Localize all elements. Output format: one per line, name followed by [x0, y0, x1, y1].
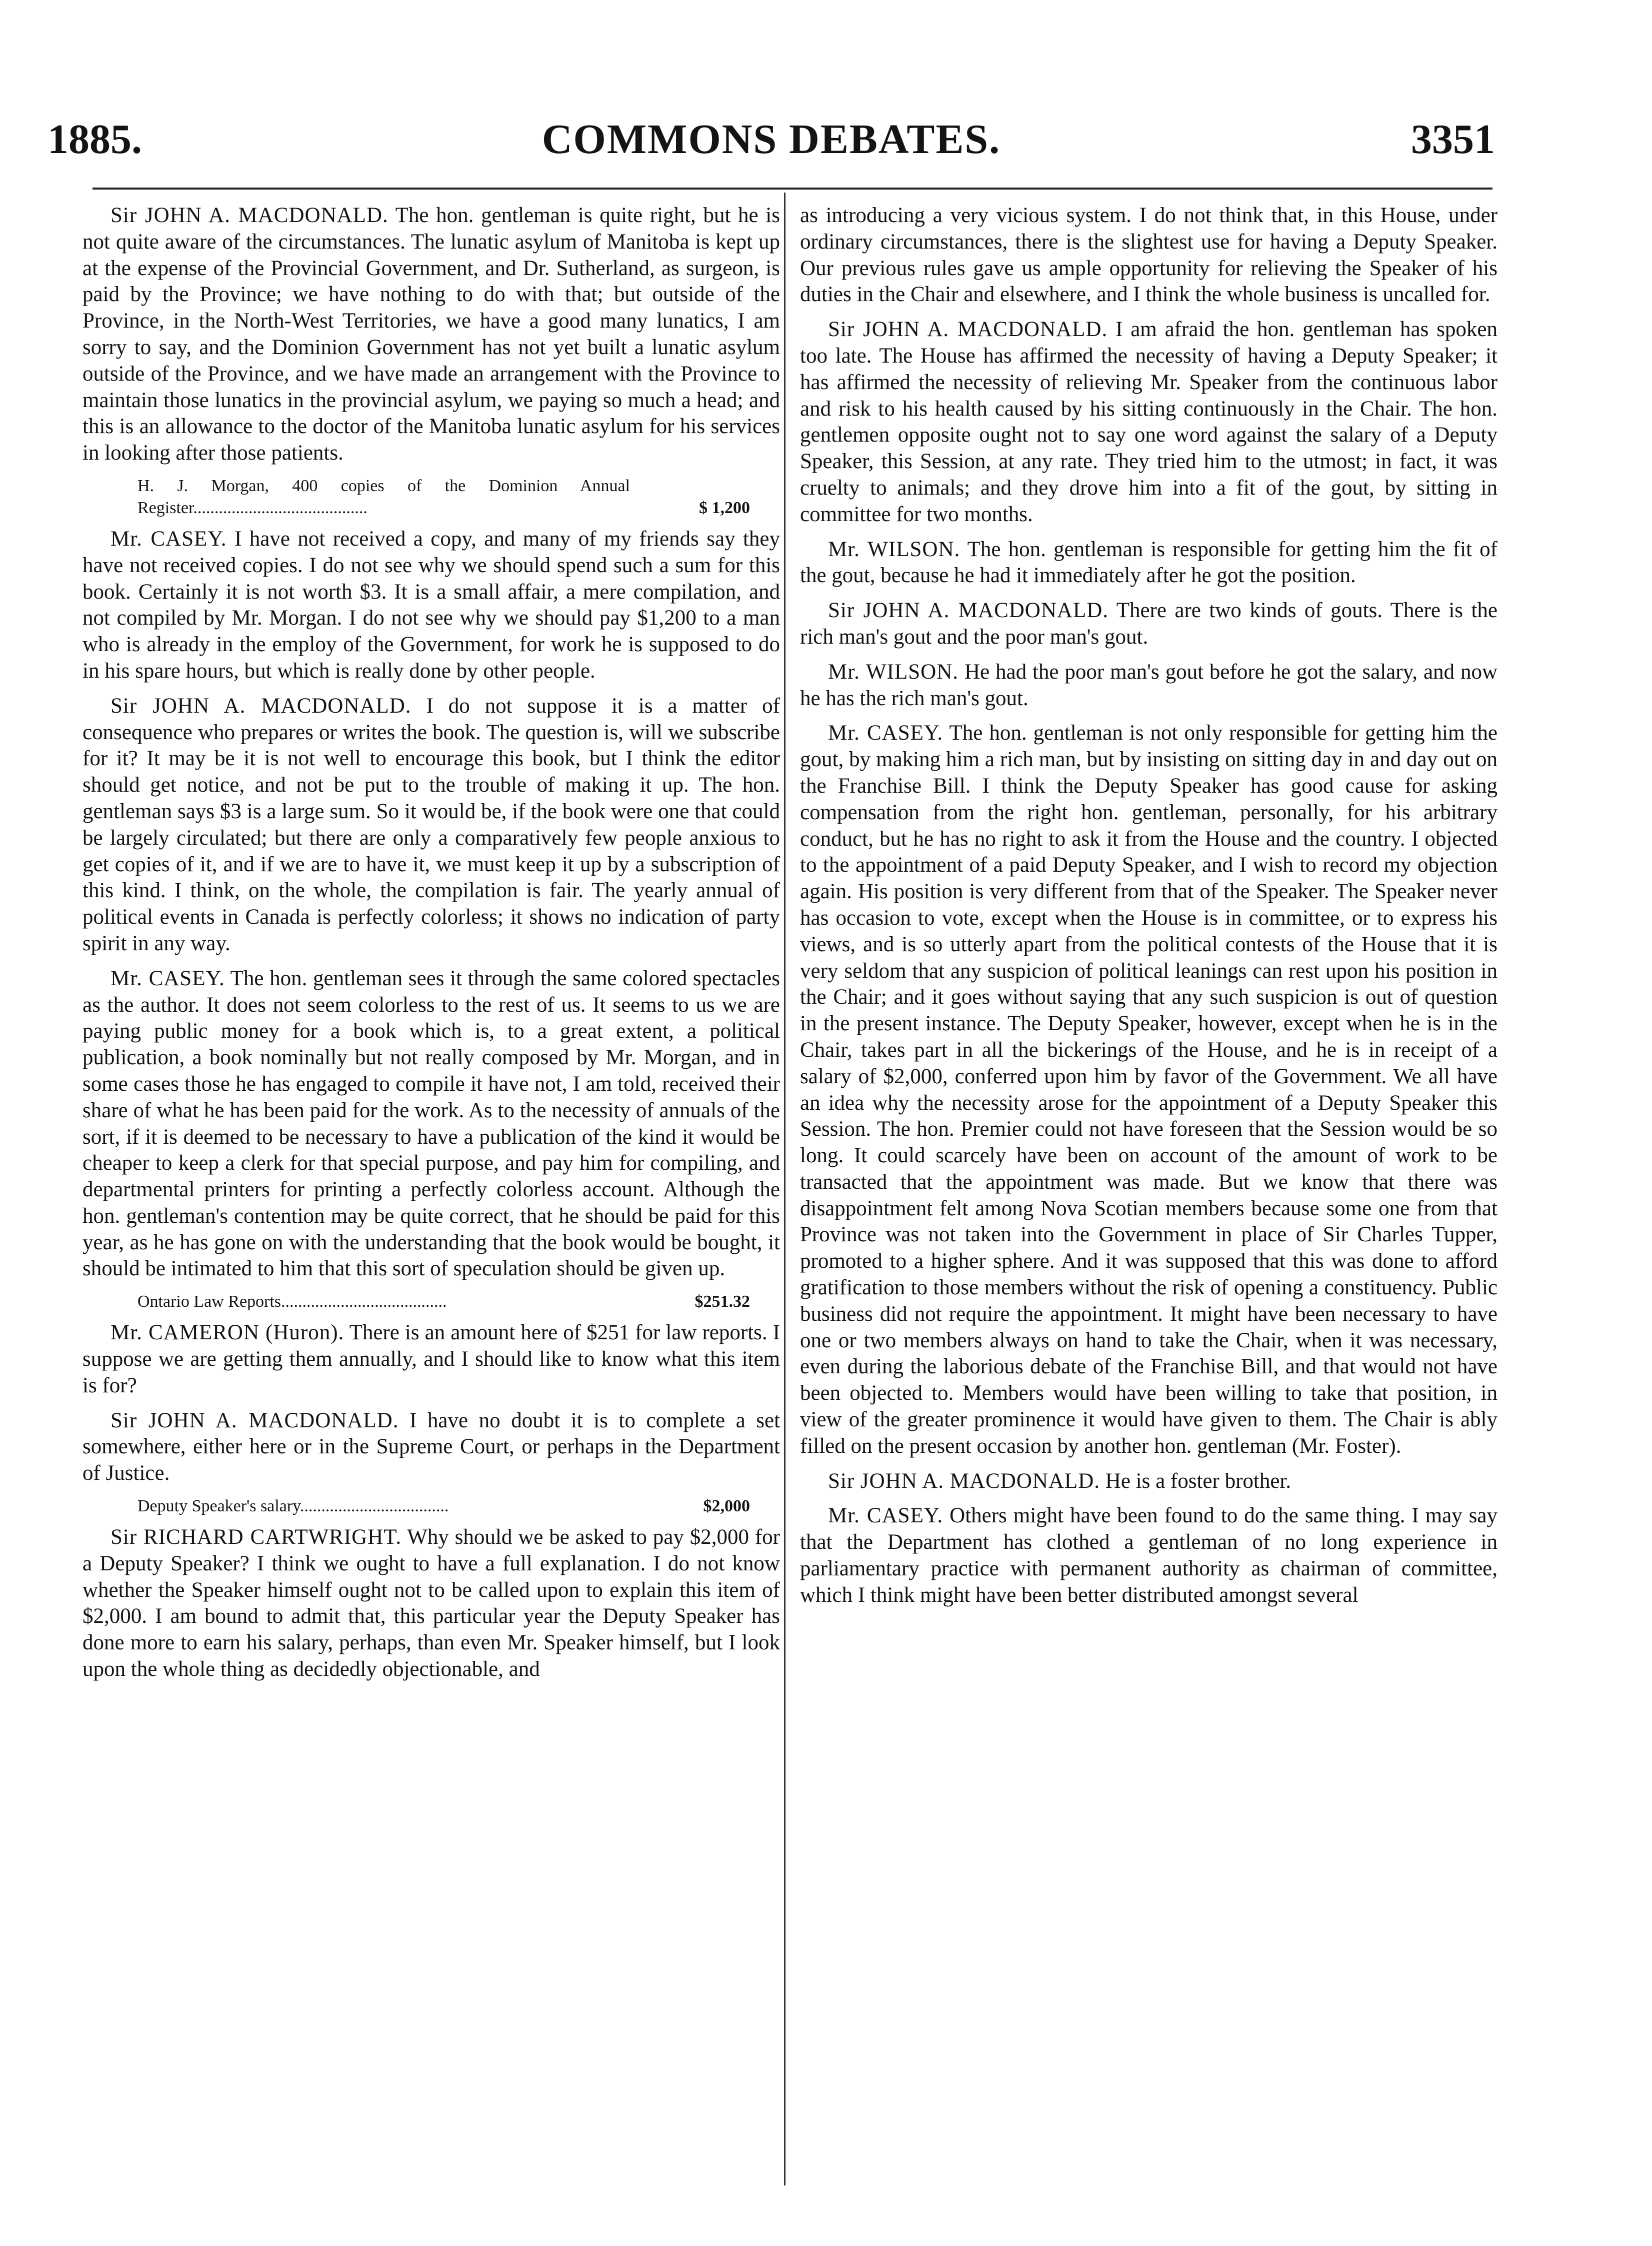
speech-text: There are two kinds of gouts. There is the rich man's gout and the poor man's gout. — [800, 599, 1498, 649]
estimate-item-amount: $2,000 — [703, 1497, 750, 1516]
speaker-name: Mr. WILSON. — [828, 537, 960, 561]
speech-text: The hon. gentleman is responsible for getting him the fit of the gout, because he had it immediately after he got the position. — [800, 537, 1498, 588]
speaker-name: Sir RICHARD CARTWRIGHT. — [110, 1525, 402, 1549]
estimate-item — [82, 475, 780, 519]
speech-paragraph — [800, 537, 1498, 590]
estimate-item — [82, 1291, 780, 1313]
speech-paragraph — [800, 659, 1498, 712]
speech-paragraph — [800, 1503, 1498, 1608]
speech-text: I do not suppose it is a matter of consequence who prepares or writes the book. The question is, will we subscribe for it? It may be it is not well to encourage this book, but I think the editor should get notice, and not be put to the trouble of making it up. The hon. gentleman says $3 is a large sum. So it would be, if the book were one that could be largely circulated; but there are only a comparatively few people anxious to get copies of it, and if we are to have it, we must keep it up by a subscription of this kind. I think, on the whole, the compilation is fair. The yearly annual of political events in Canada is perfectly colorless; it shows no indication of party spirit in any way. — [82, 694, 780, 955]
speech-text: I have no doubt it is to complete a set somewhere, either here or in the Supreme Court, or perhaps in the Department of Justice. — [82, 1408, 780, 1485]
speech-text: Why should we be asked to pay $2,000 for a Deputy Speaker? I think we ought to have a full explanation. I do not know whether the Speaker himself ought not to be called upon to explain this item of $2,000. I am bound to admit that, this particular year the Deputy Speaker has done more to earn his salary, perhaps, than even Mr. Speaker himself, but I look upon the whole thing as decidedly objectionable, and — [82, 1525, 780, 1681]
speech-paragraph — [800, 598, 1498, 651]
estimate-item-label: Ontario Law Reports....................................... — [138, 1292, 447, 1311]
header-page-number: 3351 — [1411, 116, 1495, 163]
speaker-name: Sir JOHN A. MACDONALD. — [110, 1408, 399, 1432]
speaker-name: Mr. CASEY. — [110, 966, 225, 990]
speech-paragraph — [82, 203, 780, 467]
speech-text: There is an amount here of $251 for law reports. I suppose we are getting them annually, and I should like to know what this item is for? — [82, 1321, 780, 1397]
speech-paragraph — [82, 1320, 780, 1399]
header-year: 1885. — [48, 116, 142, 163]
left-column — [82, 203, 780, 1691]
speech-text: He is a foster brother. — [1105, 1469, 1292, 1493]
speech-text: I have not received a copy, and many of my friends say they have not received copies. I do not see why we should spend such a sum for this book. Certainly it is not worth $3. It is a small affair, a mere compilation, and not compiled by Mr. Morgan. I do not see why we should pay $1,200 to a man who is already in the employ of the Government, for work he is supposed to do in his spare hours, but which is really done by other people. — [82, 527, 780, 683]
header-title: COMMONS DEBATES. — [542, 116, 1001, 163]
speech-text: He had the poor man's gout before he got the salary, and now he has the rich man's gout. — [800, 660, 1498, 710]
speech-paragraph — [82, 526, 780, 685]
speech-paragraph — [800, 317, 1498, 528]
speaker-name: Sir JOHN A. MACDONALD. — [110, 694, 412, 718]
estimate-item — [82, 1495, 780, 1517]
right-column — [800, 203, 1498, 1617]
speaker-name: Sir JOHN A. MACDONALD. — [828, 1469, 1100, 1493]
speech-paragraph — [800, 720, 1498, 1459]
speech-paragraph — [82, 1524, 780, 1683]
speech-paragraph — [82, 693, 780, 957]
speaker-name: Sir JOHN A. MACDONALD. — [828, 318, 1108, 342]
speaker-name: Mr. WILSON. — [828, 660, 959, 684]
estimate-item-amount: $ 1,200 — [699, 498, 750, 517]
speech-text: as introducing a very vicious system. I do not think that, in this House, under ordinary circumstances, there is the slightest use for having a Deputy Speaker. Our previous rules gave us ample opportunity for relieving the Speaker of his duties in the Chair and elsewhere, and I think the whole business is uncalled for. — [800, 204, 1498, 307]
speaker-name: Mr. CASEY. — [828, 721, 944, 745]
speech-text: The hon. gentleman is not only responsible for getting him the gout, by making him a rich man, but by insisting on sitting day in and day out on the Franchise Bill. I think the Deputy Speaker has good cause for asking compensation from the right hon. gentleman, personally, for his arbitrary conduct, but he has no right to ask it from the House and the country. I objected to the appointment of a paid Deputy Speaker, and I wish to record my objection again. His position is very different from that of the Speaker. The Speaker never has occasion to vote, except when the House is in committee, or to express his views, and is so utterly apart from the political contests of the House that it is very seldom that any suspicion of political leanings can rest upon his position in the Chair; and it goes without saying that any such suspicion is out of question in the present instance. The Deputy Speaker, however, except when he is in the Chair, takes part in all the bickerings of the House, and he is in receipt of a salary of $2,000, conferred upon him by favor of the Government. We all have an idea why the necessity arose for the appointment of a Deputy Speaker this Session. The hon. Premier could not have foreseen that the Session would be so long. It could scarcely have been on account of the amount of work to be transacted that the appointment was made. But we know that there was disappointment felt among Nova Scotian members because some one from that Province was not taken into the Government in place of Sir Charles Tupper, promoted to a higher sphere. And it was supposed that this was done to afford gratification to those members without the risk of opening a constituency. Public business did not require the appointment. It might have been necessary to have one or two members always on hand to take the Chair, when it was necessary, even during the laborious debate of the Franchise Bill, and that would not have been objected to. Members would have been willing to take that position, in view of the greater prominence it would have given to them. The Chair is ably filled on the present occasion by another hon. gentleman (Mr. Foster). — [800, 721, 1498, 1458]
speech-text: Others might have been found to do the same thing. I may say that the Department has clothed a gentleman of no long experience in parliamentary practice with permanent authority as chairman of committee, which I think might have been better distributed amongst several — [800, 1504, 1498, 1607]
speech-paragraph — [800, 1468, 1498, 1495]
header-rule — [92, 188, 1492, 190]
speech-paragraph — [800, 203, 1498, 308]
speech-text: The hon. gentleman is quite right, but he is not quite aware of the circumstances. The lunatic asylum of Manitoba is kept up at the expense of the Provincial Government, and Dr. Sutherland, as surgeon, is paid by the Province; we have nothing to do with that; but outside of the Province, in the North-West Territories, we have a good many lunatics, I am sorry to say, and the Dominion Government has not yet built a lunatic asylum outside of the Province, and we have made an arrangement with the Province to maintain those lunatics in the provincial asylum, we paying so much a head; and this is an allowance to the doctor of the Manitoba lunatic asylum for his services in looking after those patients. — [82, 204, 780, 465]
speech-text: I am afraid the hon. gentleman has spoken too late. The House has affirmed the necessity of having a Deputy Speaker; it has affirmed the necessity of relieving Mr. Speaker from the continuous labor and risk to his health caused by his sitting continuously in the Chair. The hon. gentlemen opposite ought not to say one word against the salary of a Deputy Speaker, this Session, at any rate. They tried him to the utmost; in fact, it was cruelty to animals; and they drove him into a fit of the gout, by sitting in committee for two months. — [800, 318, 1498, 526]
speaker-name: Sir JOHN A. MACDONALD. — [110, 204, 388, 227]
estimate-item-amount: $251.32 — [694, 1292, 750, 1311]
speech-paragraph — [82, 966, 780, 1283]
speaker-name: Mr. CASEY. — [110, 527, 227, 551]
speaker-name: Mr. CAMERON (Huron). — [110, 1321, 344, 1345]
page-header — [48, 115, 1495, 170]
estimate-item-label: Deputy Speaker's salary................................... — [138, 1497, 449, 1516]
column-divider — [784, 193, 786, 2185]
speech-text: The hon. gentleman sees it through the same colored spectacles as the author. It does not seem colorless to the rest of us. It seems to us we are paying public money for a book which is, to a great extent, a political publication, a book nominally but not really composed by Mr. Morgan, and in some cases those he has engaged to compile it have not, I am told, received their share of what he has been paid for the work. As to the necessity of annuals of the sort, if it is deemed to be necessary to have a publication of the kind it would be cheaper to keep a clerk for that special purpose, and pay him for compiling, and departmental printers for printing a perfectly colorless account. Although the hon. gentleman's contention may be quite correct, that he should be paid for this year, as he has gone on with the understanding that the book would be bought, it should be intimated to him that this sort of speculation should be given up. — [82, 966, 780, 1281]
speech-paragraph — [82, 1408, 780, 1487]
speaker-name: Sir JOHN A. MACDONALD. — [828, 599, 1109, 623]
speaker-name: Mr. CASEY. — [828, 1504, 944, 1528]
estimate-item-label: H. J. Morgan, 400 copies of the Dominion Annual Register......................................... — [138, 476, 630, 517]
